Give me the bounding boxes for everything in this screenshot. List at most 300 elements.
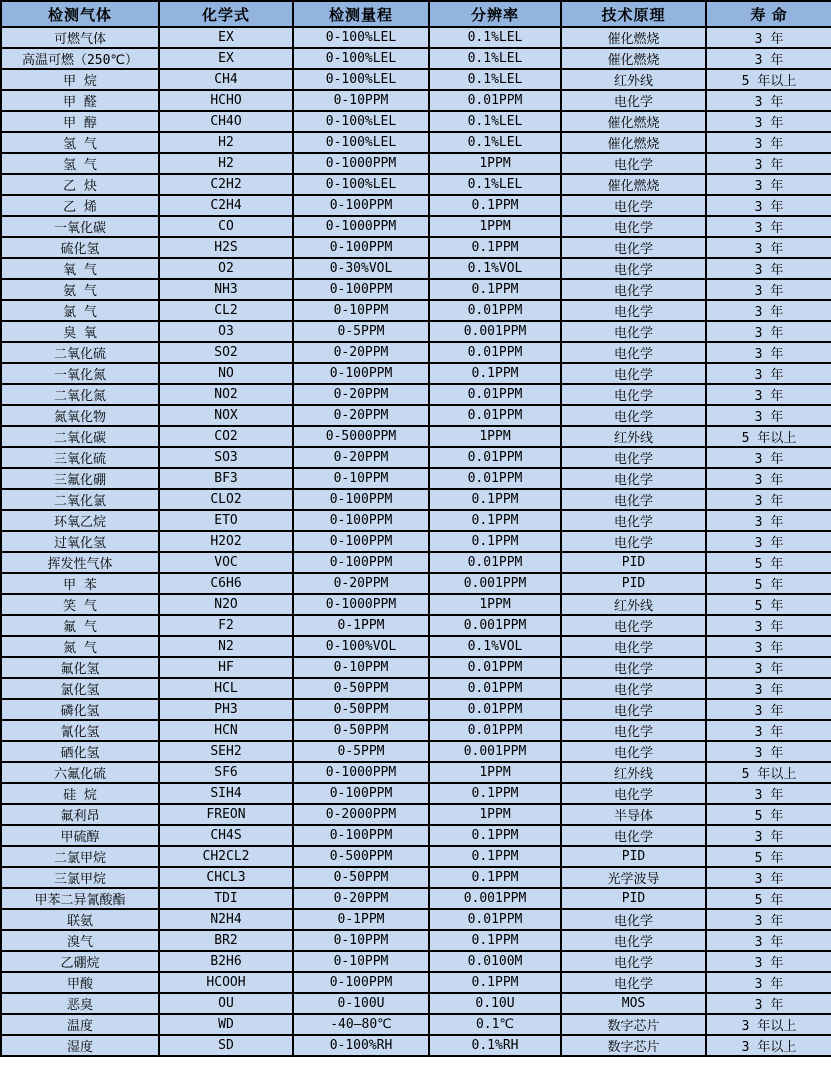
cell-resolution: 1PPM — [429, 594, 561, 615]
cell-lifespan: 3 年以上 — [706, 1035, 831, 1056]
cell-chemical-formula: EX — [159, 48, 293, 69]
cell-detection-range: 0-100%LEL — [293, 48, 429, 69]
cell-technology: 电化学 — [561, 951, 706, 972]
cell-chemical-formula: CLO2 — [159, 489, 293, 510]
table-row — [1, 552, 831, 573]
cell-gas-name: 乙 炔 — [1, 174, 159, 195]
cell-chemical-formula: ETO — [159, 510, 293, 531]
cell-resolution: 0.1%LEL — [429, 174, 561, 195]
cell-gas-name: 二氯甲烷 — [1, 846, 159, 867]
cell-technology: 电化学 — [561, 300, 706, 321]
cell-resolution: 0.0100M — [429, 951, 561, 972]
cell-technology: 电化学 — [561, 237, 706, 258]
table-row — [1, 405, 831, 426]
cell-chemical-formula: BR2 — [159, 930, 293, 951]
cell-resolution: 0.1%LEL — [429, 132, 561, 153]
cell-detection-range: 0-1000PPM — [293, 594, 429, 615]
cell-lifespan: 3 年 — [706, 27, 831, 48]
cell-detection-range: 0-20PPM — [293, 405, 429, 426]
cell-lifespan: 3 年 — [706, 657, 831, 678]
cell-gas-name: 氟 气 — [1, 615, 159, 636]
cell-chemical-formula: HCHO — [159, 90, 293, 111]
table-row — [1, 573, 831, 594]
cell-chemical-formula: CH4O — [159, 111, 293, 132]
cell-technology: 电化学 — [561, 468, 706, 489]
cell-detection-range: 0-10PPM — [293, 300, 429, 321]
cell-lifespan: 3 年以上 — [706, 1014, 831, 1035]
cell-technology: 电化学 — [561, 510, 706, 531]
column-header-detection-range: 检测量程 — [293, 1, 429, 27]
cell-technology: 电化学 — [561, 741, 706, 762]
cell-lifespan: 3 年 — [706, 258, 831, 279]
cell-detection-range: 0-10PPM — [293, 951, 429, 972]
table-row — [1, 972, 831, 993]
cell-technology: 电化学 — [561, 153, 706, 174]
table-row — [1, 1014, 831, 1035]
cell-lifespan: 5 年以上 — [706, 426, 831, 447]
cell-resolution: 0.1PPM — [429, 783, 561, 804]
cell-resolution: 0.01PPM — [429, 342, 561, 363]
table-row — [1, 363, 831, 384]
cell-detection-range: 0-100PPM — [293, 363, 429, 384]
cell-chemical-formula: C6H6 — [159, 573, 293, 594]
table-row — [1, 279, 831, 300]
cell-gas-name: 硫化氢 — [1, 237, 159, 258]
cell-lifespan: 3 年 — [706, 615, 831, 636]
table-row — [1, 489, 831, 510]
cell-technology: 电化学 — [561, 825, 706, 846]
cell-technology: PID — [561, 888, 706, 909]
cell-lifespan: 5 年 — [706, 804, 831, 825]
cell-gas-name: 氮 气 — [1, 636, 159, 657]
cell-chemical-formula: C2H2 — [159, 174, 293, 195]
cell-gas-name: 六氟化硫 — [1, 762, 159, 783]
cell-technology: 催化燃烧 — [561, 174, 706, 195]
cell-lifespan: 3 年 — [706, 195, 831, 216]
cell-chemical-formula: FREON — [159, 804, 293, 825]
cell-lifespan: 3 年 — [706, 825, 831, 846]
cell-lifespan: 3 年 — [706, 489, 831, 510]
cell-chemical-formula: VOC — [159, 552, 293, 573]
cell-lifespan: 3 年 — [706, 48, 831, 69]
cell-gas-name: 溴气 — [1, 930, 159, 951]
cell-resolution: 0.01PPM — [429, 909, 561, 930]
cell-resolution: 1PPM — [429, 153, 561, 174]
cell-detection-range: 0-100PPM — [293, 783, 429, 804]
cell-resolution: 0.1℃ — [429, 1014, 561, 1035]
cell-gas-name: 联氨 — [1, 909, 159, 930]
cell-detection-range: 0-100PPM — [293, 279, 429, 300]
cell-detection-range: 0-20PPM — [293, 447, 429, 468]
cell-technology: 电化学 — [561, 909, 706, 930]
cell-resolution: 0.001PPM — [429, 321, 561, 342]
cell-resolution: 0.1%LEL — [429, 111, 561, 132]
cell-chemical-formula: O3 — [159, 321, 293, 342]
cell-lifespan: 3 年 — [706, 111, 831, 132]
cell-chemical-formula: NO — [159, 363, 293, 384]
cell-gas-name: 甲 烷 — [1, 69, 159, 90]
cell-resolution: 0.1%RH — [429, 1035, 561, 1056]
cell-lifespan: 3 年 — [706, 447, 831, 468]
cell-gas-name: 二氧化碳 — [1, 426, 159, 447]
cell-technology: 电化学 — [561, 447, 706, 468]
cell-chemical-formula: BF3 — [159, 468, 293, 489]
cell-technology: 电化学 — [561, 90, 706, 111]
cell-detection-range: 0-100PPM — [293, 510, 429, 531]
cell-lifespan: 3 年 — [706, 909, 831, 930]
cell-resolution: 0.1%VOL — [429, 258, 561, 279]
cell-chemical-formula: SO3 — [159, 447, 293, 468]
table-row — [1, 510, 831, 531]
cell-detection-range: 0-5PPM — [293, 321, 429, 342]
cell-chemical-formula: N2H4 — [159, 909, 293, 930]
cell-chemical-formula: TDI — [159, 888, 293, 909]
cell-chemical-formula: CO2 — [159, 426, 293, 447]
cell-lifespan: 3 年 — [706, 867, 831, 888]
cell-lifespan: 3 年 — [706, 300, 831, 321]
cell-chemical-formula: PH3 — [159, 699, 293, 720]
cell-chemical-formula: C2H4 — [159, 195, 293, 216]
cell-chemical-formula: CH4S — [159, 825, 293, 846]
cell-technology: 电化学 — [561, 531, 706, 552]
cell-lifespan: 3 年 — [706, 363, 831, 384]
cell-resolution: 0.01PPM — [429, 405, 561, 426]
cell-lifespan: 5 年以上 — [706, 762, 831, 783]
cell-detection-range: 0-50PPM — [293, 867, 429, 888]
cell-technology: 电化学 — [561, 195, 706, 216]
cell-chemical-formula: F2 — [159, 615, 293, 636]
cell-detection-range: 0-5PPM — [293, 741, 429, 762]
cell-technology: 电化学 — [561, 216, 706, 237]
cell-detection-range: 0-100PPM — [293, 237, 429, 258]
table-row — [1, 993, 831, 1014]
cell-technology: 红外线 — [561, 762, 706, 783]
table-row — [1, 111, 831, 132]
cell-technology: 电化学 — [561, 363, 706, 384]
cell-chemical-formula: NOX — [159, 405, 293, 426]
cell-chemical-formula: EX — [159, 27, 293, 48]
cell-detection-range: 0-10PPM — [293, 468, 429, 489]
cell-chemical-formula: SO2 — [159, 342, 293, 363]
cell-detection-range: 0-50PPM — [293, 678, 429, 699]
cell-detection-range: 0-100%VOL — [293, 636, 429, 657]
table-row — [1, 468, 831, 489]
cell-lifespan: 3 年 — [706, 720, 831, 741]
cell-lifespan: 5 年以上 — [706, 69, 831, 90]
cell-lifespan: 3 年 — [706, 279, 831, 300]
cell-gas-name: 乙 烯 — [1, 195, 159, 216]
cell-technology: 催化燃烧 — [561, 132, 706, 153]
cell-chemical-formula: H2 — [159, 153, 293, 174]
column-header-resolution: 分辨率 — [429, 1, 561, 27]
cell-technology: 催化燃烧 — [561, 27, 706, 48]
cell-detection-range: 0-100%LEL — [293, 132, 429, 153]
table-row — [1, 783, 831, 804]
column-header-chemical-formula: 化学式 — [159, 1, 293, 27]
cell-lifespan: 3 年 — [706, 699, 831, 720]
cell-lifespan: 3 年 — [706, 468, 831, 489]
cell-gas-name: 甲 醛 — [1, 90, 159, 111]
cell-detection-range: 0-100PPM — [293, 489, 429, 510]
cell-lifespan: 5 年 — [706, 888, 831, 909]
cell-detection-range: 0-500PPM — [293, 846, 429, 867]
cell-resolution: 0.01PPM — [429, 90, 561, 111]
cell-gas-name: 氯化氢 — [1, 678, 159, 699]
cell-gas-name: 三氯甲烷 — [1, 867, 159, 888]
cell-lifespan: 3 年 — [706, 405, 831, 426]
cell-lifespan: 5 年 — [706, 594, 831, 615]
table-row — [1, 27, 831, 48]
cell-gas-name: 甲硫醇 — [1, 825, 159, 846]
cell-lifespan: 5 年 — [706, 573, 831, 594]
cell-detection-range: 0-100%RH — [293, 1035, 429, 1056]
table-row — [1, 804, 831, 825]
table-row — [1, 657, 831, 678]
cell-gas-name: 氟化氢 — [1, 657, 159, 678]
cell-detection-range: 0-100U — [293, 993, 429, 1014]
cell-resolution: 0.1%VOL — [429, 636, 561, 657]
cell-gas-name: 甲 苯 — [1, 573, 159, 594]
cell-gas-name: 挥发性气体 — [1, 552, 159, 573]
column-header-gas-name: 检测气体 — [1, 1, 159, 27]
cell-gas-name: 二氧化氯 — [1, 489, 159, 510]
cell-chemical-formula: NO2 — [159, 384, 293, 405]
column-header-lifespan: 寿 命 — [706, 1, 831, 27]
cell-gas-name: 氨 气 — [1, 279, 159, 300]
cell-detection-range: 0-100%LEL — [293, 174, 429, 195]
column-header-technology: 技术原理 — [561, 1, 706, 27]
cell-chemical-formula: N2O — [159, 594, 293, 615]
cell-detection-range: 0-20PPM — [293, 573, 429, 594]
cell-resolution: 0.1%LEL — [429, 27, 561, 48]
cell-technology: MOS — [561, 993, 706, 1014]
cell-resolution: 0.1PPM — [429, 237, 561, 258]
cell-gas-name: 甲苯二异氰酸酯 — [1, 888, 159, 909]
table-row — [1, 195, 831, 216]
cell-technology: 电化学 — [561, 636, 706, 657]
cell-resolution: 1PPM — [429, 804, 561, 825]
table-row — [1, 594, 831, 615]
table-row — [1, 762, 831, 783]
table-row — [1, 258, 831, 279]
cell-technology: 电化学 — [561, 930, 706, 951]
cell-technology: 电化学 — [561, 384, 706, 405]
table-row — [1, 825, 831, 846]
cell-technology: 电化学 — [561, 342, 706, 363]
cell-detection-range: 0-20PPM — [293, 342, 429, 363]
cell-chemical-formula: CH4 — [159, 69, 293, 90]
cell-lifespan: 3 年 — [706, 636, 831, 657]
cell-chemical-formula: O2 — [159, 258, 293, 279]
cell-technology: 电化学 — [561, 279, 706, 300]
cell-gas-name: 湿度 — [1, 1035, 159, 1056]
cell-resolution: 0.01PPM — [429, 384, 561, 405]
cell-detection-range: 0-100%LEL — [293, 27, 429, 48]
cell-chemical-formula: SEH2 — [159, 741, 293, 762]
cell-resolution: 0.1PPM — [429, 825, 561, 846]
cell-lifespan: 5 年 — [706, 846, 831, 867]
cell-gas-name: 氮氧化物 — [1, 405, 159, 426]
cell-gas-name: 磷化氢 — [1, 699, 159, 720]
table-row — [1, 237, 831, 258]
cell-technology: 数字芯片 — [561, 1035, 706, 1056]
cell-detection-range: 0-1PPM — [293, 909, 429, 930]
cell-technology: 电化学 — [561, 678, 706, 699]
cell-lifespan: 5 年 — [706, 552, 831, 573]
table-row — [1, 216, 831, 237]
cell-lifespan: 3 年 — [706, 174, 831, 195]
cell-lifespan: 3 年 — [706, 930, 831, 951]
table-row — [1, 909, 831, 930]
cell-lifespan: 3 年 — [706, 216, 831, 237]
cell-detection-range: 0-10PPM — [293, 90, 429, 111]
cell-gas-name: 氯 气 — [1, 300, 159, 321]
cell-resolution: 0.001PPM — [429, 888, 561, 909]
cell-chemical-formula: HCN — [159, 720, 293, 741]
table-row — [1, 153, 831, 174]
cell-detection-range: 0-10PPM — [293, 930, 429, 951]
table-row — [1, 678, 831, 699]
table-row — [1, 888, 831, 909]
cell-chemical-formula: OU — [159, 993, 293, 1014]
cell-technology: 红外线 — [561, 426, 706, 447]
cell-resolution: 0.01PPM — [429, 699, 561, 720]
cell-chemical-formula: H2O2 — [159, 531, 293, 552]
cell-resolution: 0.01PPM — [429, 720, 561, 741]
table-row — [1, 447, 831, 468]
table-row — [1, 342, 831, 363]
cell-lifespan: 3 年 — [706, 321, 831, 342]
cell-resolution: 0.01PPM — [429, 300, 561, 321]
table-row — [1, 300, 831, 321]
cell-technology: 电化学 — [561, 720, 706, 741]
cell-lifespan: 3 年 — [706, 972, 831, 993]
cell-gas-name: 氧 气 — [1, 258, 159, 279]
cell-resolution: 0.1PPM — [429, 279, 561, 300]
cell-technology: 催化燃烧 — [561, 111, 706, 132]
cell-chemical-formula: WD — [159, 1014, 293, 1035]
cell-technology: 红外线 — [561, 69, 706, 90]
cell-lifespan: 3 年 — [706, 510, 831, 531]
cell-lifespan: 3 年 — [706, 342, 831, 363]
cell-resolution: 1PPM — [429, 426, 561, 447]
cell-gas-name: 三氧化硫 — [1, 447, 159, 468]
cell-technology: 电化学 — [561, 489, 706, 510]
cell-detection-range: 0-1000PPM — [293, 153, 429, 174]
cell-chemical-formula: SF6 — [159, 762, 293, 783]
cell-resolution: 1PPM — [429, 762, 561, 783]
cell-gas-name: 硅 烷 — [1, 783, 159, 804]
cell-chemical-formula: HCOOH — [159, 972, 293, 993]
cell-resolution: 0.1PPM — [429, 489, 561, 510]
table-row — [1, 1035, 831, 1056]
cell-detection-range: 0-100PPM — [293, 531, 429, 552]
cell-gas-name: 硒化氢 — [1, 741, 159, 762]
table-row — [1, 132, 831, 153]
cell-chemical-formula: SD — [159, 1035, 293, 1056]
cell-detection-range: 0-2000PPM — [293, 804, 429, 825]
cell-resolution: 0.01PPM — [429, 678, 561, 699]
cell-chemical-formula: CO — [159, 216, 293, 237]
cell-technology: 数字芯片 — [561, 1014, 706, 1035]
cell-detection-range: 0-100PPM — [293, 972, 429, 993]
cell-gas-name: 乙硼烷 — [1, 951, 159, 972]
cell-detection-range: 0-20PPM — [293, 384, 429, 405]
cell-detection-range: 0-30%VOL — [293, 258, 429, 279]
cell-gas-name: 温度 — [1, 1014, 159, 1035]
cell-gas-name: 二氧化氮 — [1, 384, 159, 405]
cell-detection-range: -40—80℃ — [293, 1014, 429, 1035]
cell-chemical-formula: HF — [159, 657, 293, 678]
table-row — [1, 321, 831, 342]
cell-technology: 红外线 — [561, 594, 706, 615]
cell-technology: 电化学 — [561, 783, 706, 804]
cell-resolution: 0.1PPM — [429, 510, 561, 531]
cell-resolution: 0.01PPM — [429, 657, 561, 678]
table-row — [1, 426, 831, 447]
cell-resolution: 0.001PPM — [429, 741, 561, 762]
cell-detection-range: 0-50PPM — [293, 720, 429, 741]
cell-chemical-formula: H2S — [159, 237, 293, 258]
table-row — [1, 951, 831, 972]
cell-gas-name: 恶臭 — [1, 993, 159, 1014]
table-row — [1, 69, 831, 90]
cell-gas-name: 甲 醇 — [1, 111, 159, 132]
table-row — [1, 531, 831, 552]
cell-detection-range: 0-50PPM — [293, 699, 429, 720]
cell-lifespan: 3 年 — [706, 531, 831, 552]
cell-technology: PID — [561, 846, 706, 867]
cell-resolution: 0.1PPM — [429, 531, 561, 552]
table-row — [1, 90, 831, 111]
cell-detection-range: 0-100PPM — [293, 825, 429, 846]
cell-resolution: 1PPM — [429, 216, 561, 237]
cell-detection-range: 0-1PPM — [293, 615, 429, 636]
cell-technology: 光学波导 — [561, 867, 706, 888]
cell-technology: PID — [561, 552, 706, 573]
cell-resolution: 0.1PPM — [429, 972, 561, 993]
table-header-row — [1, 1, 831, 27]
cell-technology: 电化学 — [561, 405, 706, 426]
cell-detection-range: 0-100%LEL — [293, 69, 429, 90]
cell-gas-name: 氟利昂 — [1, 804, 159, 825]
cell-lifespan: 3 年 — [706, 132, 831, 153]
cell-resolution: 0.01PPM — [429, 447, 561, 468]
table-row — [1, 699, 831, 720]
cell-resolution: 0.01PPM — [429, 552, 561, 573]
cell-lifespan: 3 年 — [706, 951, 831, 972]
cell-resolution: 0.1PPM — [429, 930, 561, 951]
cell-technology: 电化学 — [561, 699, 706, 720]
cell-detection-range: 0-10PPM — [293, 657, 429, 678]
table-row — [1, 846, 831, 867]
cell-lifespan: 3 年 — [706, 90, 831, 111]
cell-gas-name: 氢 气 — [1, 153, 159, 174]
cell-lifespan: 3 年 — [706, 741, 831, 762]
table-row — [1, 615, 831, 636]
cell-technology: 电化学 — [561, 321, 706, 342]
cell-gas-name: 笑 气 — [1, 594, 159, 615]
cell-resolution: 0.10U — [429, 993, 561, 1014]
cell-technology: 电化学 — [561, 615, 706, 636]
cell-resolution: 0.1%LEL — [429, 69, 561, 90]
cell-lifespan: 3 年 — [706, 237, 831, 258]
cell-lifespan: 3 年 — [706, 153, 831, 174]
cell-chemical-formula: CL2 — [159, 300, 293, 321]
cell-chemical-formula: B2H6 — [159, 951, 293, 972]
cell-technology: PID — [561, 573, 706, 594]
cell-resolution: 0.1PPM — [429, 867, 561, 888]
